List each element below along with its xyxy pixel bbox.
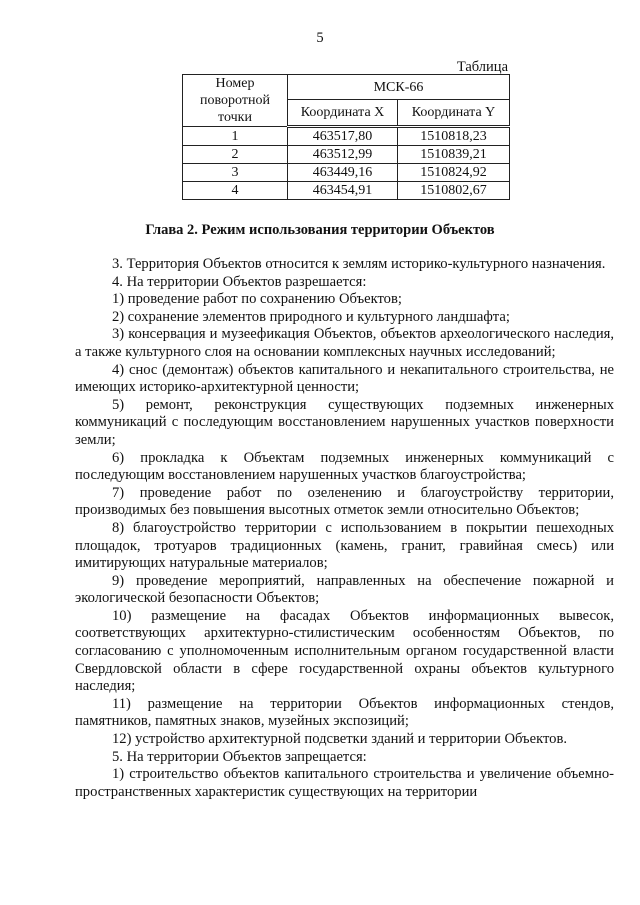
coordinate-y-cell: 1510824,92 — [398, 164, 510, 182]
paragraph: 5) ремонт, реконструкция существующих подземных инженерных коммуникаций с последующим восстановлением нарушенных участков поверхности земли; — [75, 396, 614, 448]
coordinate-y-cell: 1510818,23 — [398, 127, 510, 146]
point-number-cell: 4 — [183, 182, 288, 200]
coordinate-x-cell: 463512,99 — [288, 146, 398, 164]
header-coordinate-system: МСК-66 — [288, 75, 510, 100]
point-number-cell: 2 — [183, 146, 288, 164]
paragraph: 7) проведение работ по озеленению и благоустройству территории, производимых без повышения высотных отметок земли относительно Объектов; — [75, 484, 614, 519]
paragraph: 3. Территория Объектов относится к землям историко-культурного назначения. — [112, 256, 606, 272]
page-number: 5 — [316, 30, 324, 46]
header-coordinate-y: Координата Y — [398, 100, 510, 127]
header-coordinate-x: Координата X — [288, 100, 398, 127]
body-text — [75, 256, 614, 801]
table-row — [183, 182, 510, 200]
point-number-cell: 3 — [183, 164, 288, 182]
paragraph: 1) строительство объектов капитального строительства и увеличение объемно-пространственных характеристик существующих на территории — [75, 766, 614, 800]
header-point-number: Номер поворотной точки — [183, 75, 288, 127]
chapter-title: Глава 2. Режим использования территории Объектов — [145, 222, 495, 238]
paragraph: 11) размещение на территории Объектов информационных стендов, памятников, памятных знаков, музейных экспозиций; — [75, 695, 614, 730]
coordinate-y-cell: 1510802,67 — [398, 182, 510, 200]
coordinate-x-cell: 463454,91 — [288, 182, 398, 200]
paragraph: 6) прокладка к Объектам подземных инженерных коммуникаций с последующим восстановлением нарушенных участков благоустройства; — [75, 449, 614, 484]
paragraph: 5. На территории Объектов запрещается: — [112, 748, 367, 765]
paragraph: 9) проведение мероприятий, направленных на обеспечение пожарной и экологической безопасности Объектов; — [75, 572, 614, 607]
table-caption: Таблица — [456, 59, 508, 75]
paragraph: 12) устройство архитектурной подсветки зданий и территории Объектов. — [112, 731, 567, 748]
table-row — [183, 164, 510, 182]
paragraph: 8) благоустройство территории с использованием в покрытии пешеходных площадок, тротуаров традиционных (камень, гранит, гравийная смесь) или имитирующих натуральные материалов; — [75, 519, 614, 572]
coordinate-x-cell: 463449,16 — [288, 164, 398, 182]
coordinates-table — [182, 74, 510, 200]
paragraph: 10) размещение на фасадах Объектов информационных вывесок, соответствующих архитектурно-стилистическим особенностям Объектов, по согласованию с уполномоченным исполнительным органом государственной власти Свердловской области в сфере государственной охраны объектов культурного наследия; — [75, 607, 614, 695]
table-row — [183, 146, 510, 164]
table-row — [183, 127, 510, 146]
paragraph: 2) сохранение элементов природного и культурного ландшафта; — [112, 308, 510, 325]
coordinate-x-cell: 463517,80 — [288, 127, 398, 146]
paragraph: 3) консервация и музеефикация Объектов, объектов археологического наследия, а также культурного слоя на основании комплексных научных исследований; — [75, 326, 614, 360]
paragraph: 4) снос (демонтаж) объектов капитального и некапитального строительства, не имеющих историко-архитектурной ценности; — [75, 361, 614, 396]
coordinate-y-cell: 1510839,21 — [398, 146, 510, 164]
paragraph: 1) проведение работ по сохранению Объектов; — [112, 291, 402, 308]
point-number-cell: 1 — [183, 127, 288, 146]
paragraph: 4. На территории Объектов разрешается: — [112, 273, 367, 290]
